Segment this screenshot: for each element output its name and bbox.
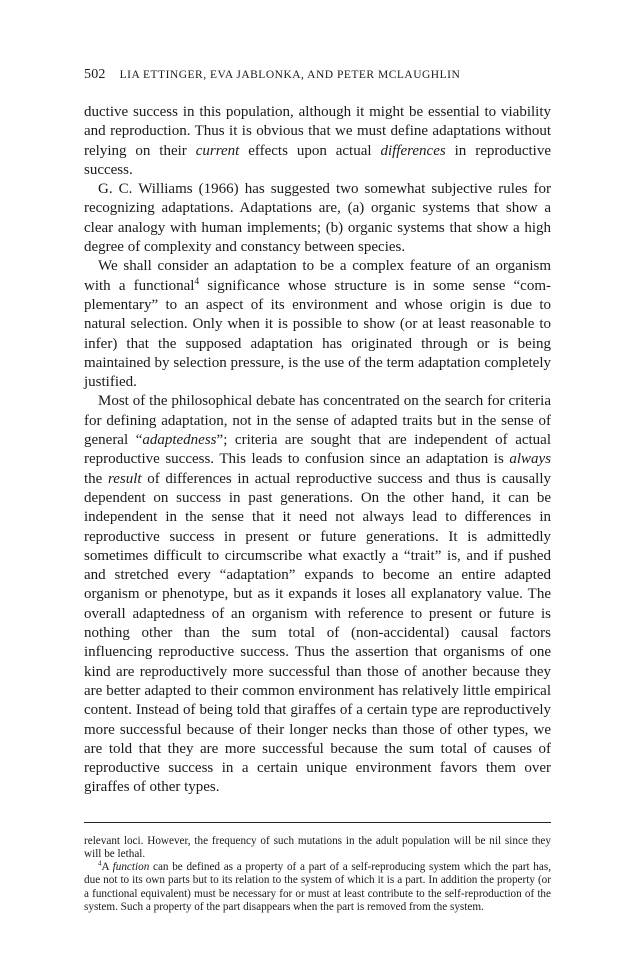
page-number: 502 [84,67,106,82]
footnote-ref-4[interactable]: 4 [194,276,200,287]
body-text [84,103,551,798]
paragraph-2: G. C. Williams (1966) has suggested two somewhat subjective rules for recognizing adaptations. Adaptations are, (a) organic systems that show a clear analogy with human implements; (b) organic systems that show a high degree of complexity and constancy between species. [84,181,551,256]
footnote-continuation: relevant loci. However, the frequency of such mutations in the adult population will be nil since they will be lethal. [84,834,551,860]
footnote-4: $^4$A function can be defined as a property of a part of a self-reproducing system which the part has, due not to its own parts but to its relation to the system of which it is a part. In addition the property (or a functional equivalent) must be necessary for or must at least contribute to the self-reproduction of the system. Such a property of the part disappears when the part is removed from the system. [84,859,551,913]
paragraph-1: ductive success in this population, although it might be essential to viability and reproduction. Thus it is obvious that we must define adaptations without relying on their current effects upon actual differences in reproductive success. [84,104,551,178]
footnotes [84,835,551,914]
footnote-mark-4: 4 [98,859,102,868]
paragraph-4: Most of the philosophical debate has concentrated on the search for criteria for defining adaptation, not in the sense of adapted traits but in the sense of general “adaptedness”; criteria are sought that are independent of actual reproductive success. This leads to confusion since an adaptation is always the result of differences in actual reproductive success and thus is causally dependent on success in past generations. On the other hand, it can be independent in the sense that it need not always lead to differences in reproductive success in present or future generations. It is admittedly sometimes difficult to circumscribe what exactly a “trait” is, and if pushed and stretched every “adaptation” expands to become an entire adapted organism or phenotype, but as it expands it loses all explanatory value. The overall adaptedness of an organism with reference to present or future is nothing other than the sum total of (non-accidental) causal factors influencing reproductive success. Thus the assertion that organisms of one kind are reproductively more successful than those of another because they are better adapted to their common environment has relatively little empirical content. Instead of being told that giraffes of a certain type are reproductively more successful because of their longer necks than those of other types, we are told that they are more successful because the sum total of causes of reproductive success in a certain unique environment favors them over giraffes of other types. [84,393,552,796]
page [84,66,551,914]
running-head-authors: LIA ETTINGER, EVA JABLONKA, AND PETER MCLAUGHLIN [119,69,461,81]
paragraph-3: We shall consider an adaptation to be a complex feature of an organism with a functional$^4$ significance whose structure is in some sense “complementary” to an aspect of its environment and whose origin is due to natural selection. Only when it is possible to show (or at least reasonable to infer) that the supposed adaptation has originated through or is being maintained by selection pressure, is the use of the term adaptation completely justified. [84,258,551,391]
footnote-divider [84,822,551,823]
running-header [84,66,551,88]
